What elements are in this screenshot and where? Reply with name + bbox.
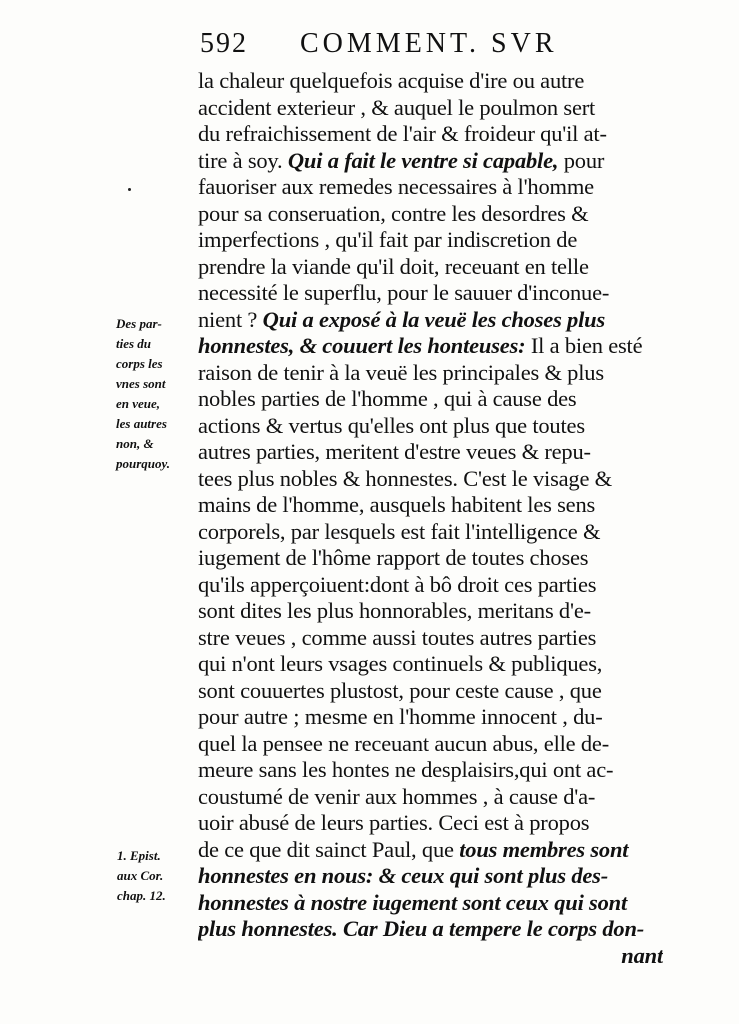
text-segment: Il a bien esté: [525, 333, 643, 358]
text-line: [198, 307, 663, 334]
text-line: [198, 863, 663, 890]
text-line: [198, 572, 663, 599]
italic-segment: Qui a fait le ventre si capable,: [287, 147, 559, 173]
margin-note-line: pourquoy.: [116, 456, 171, 471]
margin-note-line: en veue,: [116, 396, 161, 411]
margin-note-epistle-reference: [117, 846, 195, 906]
text-line: [198, 227, 663, 254]
text-line: [198, 439, 663, 466]
ink-speck: [128, 188, 131, 191]
margin-note-line: chap. 12.: [117, 888, 166, 903]
text-segment: prendre la viande qu'il doit, receuant en telle: [198, 253, 589, 279]
margin-note-line: vnes sont: [116, 376, 166, 391]
text-line: [198, 757, 663, 784]
text-segment: mains de l'homme, ausquels habitent les sens: [198, 492, 596, 517]
text-segment: pour sa conseruation, contre les desordres &: [198, 200, 589, 226]
text-line: [198, 413, 663, 440]
text-line: [198, 810, 663, 837]
body-text: [198, 68, 663, 969]
italic-segment: Car Dieu a tempere le corps don-: [343, 916, 645, 941]
text-line: [198, 201, 663, 228]
text-line: [198, 68, 663, 95]
text-segment: tire à soy.: [198, 147, 288, 173]
text-line: [198, 598, 663, 625]
page-number: 592: [200, 28, 248, 59]
text-segment: qu'ils apperçoiuent:dont à bô droit ces parties: [198, 571, 597, 597]
text-segment: pour: [558, 147, 605, 173]
text-line: [198, 678, 663, 705]
italic-segment: nant: [621, 942, 663, 968]
running-head: COMMENT. SVR: [300, 28, 558, 59]
text-line: [198, 704, 663, 731]
text-segment: pour autre ; mesme en l'homme innocent , du-: [198, 704, 603, 729]
italic-segment: honnestes en nous: & ceux qui sont plus des-: [198, 863, 609, 888]
italic-segment: Qui a exposé à la veuë les choses plus: [262, 306, 606, 332]
text-segment: sont dites les plus honnorables, meritans d'e-: [198, 598, 591, 623]
text-line: [198, 837, 663, 864]
text-segment: nobles parties de l'homme , qui à cause des: [198, 386, 577, 411]
text-line: [198, 121, 663, 148]
text-segment: corporels, par lesquels est fait l'intelligence &: [198, 518, 601, 544]
text-line: [198, 333, 663, 360]
text-segment: autres parties, meritent d'estre veues & repu-: [198, 439, 591, 464]
text-line: [198, 890, 663, 917]
text-line: [198, 916, 663, 943]
text-segment: sont couuertes plustost, pour ceste cause , que: [198, 677, 602, 703]
text-line: [198, 651, 663, 678]
text-line: [198, 280, 663, 307]
text-line: [198, 625, 663, 652]
italic-segment: tous membres sont: [459, 836, 629, 862]
text-line: [198, 95, 663, 122]
text-line: [198, 519, 663, 546]
margin-note-line: non, &: [116, 436, 154, 451]
text-line: [198, 784, 663, 811]
text-segment: imperfections , qu'il fait par indiscretion de: [198, 227, 578, 252]
text-segment: accident exterieur , & auquel le poulmon sert: [198, 94, 596, 120]
text-line: [198, 943, 663, 970]
margin-note-parts-of-body: [116, 314, 196, 474]
text-line: [198, 386, 663, 413]
text-segment: quel la pensee ne receuant aucun abus, elle de-: [198, 730, 610, 756]
text-line: [198, 254, 663, 281]
text-segment: la chaleur quelquefois acquise d'ire ou autre: [198, 68, 585, 93]
text-segment: stre veues , comme aussi toutes autres parties: [198, 624, 597, 650]
text-line: [198, 545, 663, 572]
italic-segment: honnestes, & couuert les honteuses:: [198, 333, 526, 358]
text-segment: iugement de l'hôme rapport de toutes choses: [198, 545, 589, 570]
margin-note-line: les autres: [116, 416, 167, 431]
text-segment: de ce que dit sainct Paul, que: [198, 836, 460, 862]
text-segment: coustumé de venir aux hommes , à cause d'a-: [198, 783, 596, 809]
margin-note-line: Des par-: [116, 316, 162, 331]
italic-segment: honnestes à nostre iugement sont ceux qui sont: [198, 889, 628, 915]
italic-segment: plus honnestes.: [198, 916, 338, 941]
text-segment: uoir abusé de leurs parties. Ceci est à propos: [198, 810, 590, 835]
text-segment: actions & vertus qu'elles ont plus que toutes: [198, 412, 585, 438]
text-line: [198, 148, 663, 175]
text-segment: necessité le superflu, pour le sauuer d'inconue-: [198, 280, 610, 305]
margin-note-line: 1. Epist.: [117, 848, 161, 863]
text-line: [198, 731, 663, 758]
text-line: [198, 174, 663, 201]
text-segment: nient ?: [198, 306, 263, 332]
text-segment: raison de tenir à la veuë les principales & plus: [198, 359, 604, 385]
margin-note-line: corps les: [116, 356, 163, 371]
text-segment: tees plus nobles & honnestes. C'est le visage &: [198, 465, 612, 491]
text-line: [198, 492, 663, 519]
margin-note-line: ties du: [116, 336, 152, 351]
text-segment: fauoriser aux remedes necessaires à l'homme: [198, 174, 594, 199]
text-line: [198, 466, 663, 493]
text-line: [198, 360, 663, 387]
page-header: [200, 28, 670, 64]
text-segment: du refraichissement de l'air & froideur qu'il at-: [198, 121, 607, 146]
margin-note-line: aux Cor.: [117, 868, 164, 883]
text-segment: qui n'ont leurs vsages continuels & publiques,: [198, 651, 603, 676]
text-segment: meure sans les hontes ne desplaisirs,qui ont ac-: [198, 757, 614, 782]
